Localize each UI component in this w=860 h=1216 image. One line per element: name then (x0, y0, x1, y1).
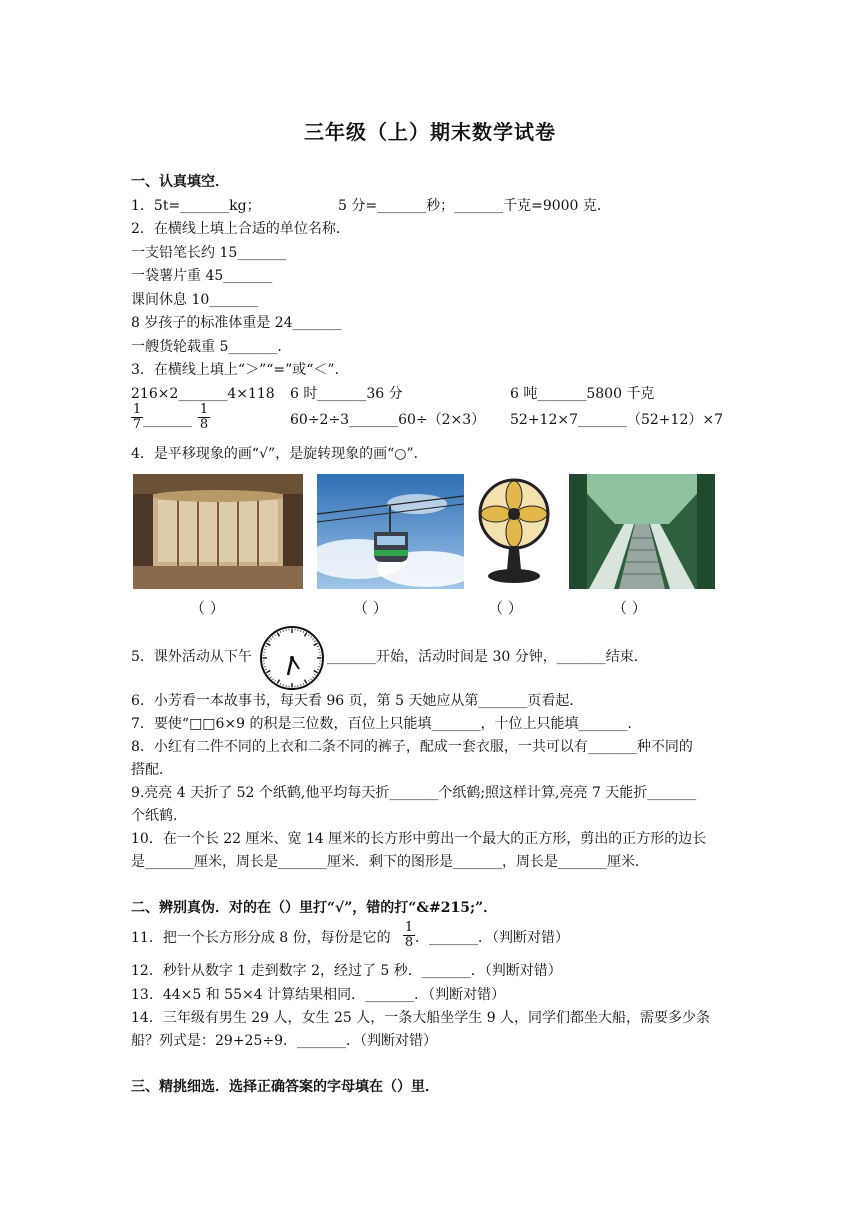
page-title: 三年级（上）期末数学试卷 (304, 120, 556, 144)
q2-line-1: 一支铅笔长约 15_______ (131, 245, 287, 261)
q11-part-a: 11．把一个长方形分成 8 份，每份是它的 (131, 930, 391, 946)
q2-line-4: 8 岁孩子的标准体重是 24_______ (131, 315, 342, 331)
q3-row2-item2: 52+12×7_______（52+12）×7 (510, 412, 723, 428)
revolving-door-photo (133, 474, 303, 589)
q3-fraction-a-numerator: 1 (132, 402, 142, 417)
q4-stem: 4．是平移现象的画“√”，是旋转现象的画“○”． (131, 446, 428, 462)
section1-heading: 一、认真填空． (131, 174, 229, 190)
q9-line-1: 9.亮亮 4 天折了 52 个纸鹤,他平均每天折_______个纸鹤;照这样计算,亮亮 7 天能折_______ (131, 785, 697, 801)
q11-part-b: ．_______．（判断对错） (415, 930, 569, 946)
q11-fraction (403, 921, 415, 950)
q12: 12．秒针从数字 1 走到数字 2，经过了 5 秒．_______．（判断对错） (131, 963, 562, 979)
q2-line-2: 一袋薯片重 45_______ (131, 268, 273, 284)
q8-line-2: 搭配． (131, 762, 173, 778)
q3-fraction-a-denominator: 7 (132, 417, 142, 432)
q3-fraction-a (131, 403, 143, 432)
q3-stem: 3．在横线上填上“＞”“=”或“＜”． (131, 362, 349, 378)
q3-row2-item1: 60÷2÷3_______60÷（2×3） (290, 412, 486, 428)
q4-answer-2[interactable]: （ ） (353, 599, 388, 617)
q3-row1-item3: 6 吨_______5800 千克 (510, 386, 655, 402)
q4-answer-4[interactable]: （ ） (612, 599, 647, 617)
q1-part-a: 1．5t=_______kg； (131, 198, 261, 214)
q10-line-2: 是_______厘米，周长是_______厘米．剩下的图形是_______，周长是_______厘米． (131, 854, 649, 870)
q14-line-1: 14．三年级有男生 29 人，女生 25 人，一条大船坐学生 9 人，同学们都坐大船，需要多少条 (131, 1010, 711, 1026)
q2-line-3: 课间休息 10_______ (131, 292, 259, 308)
q1-part-b: 5 分=_______秒；_______千克=9000 克． (338, 198, 611, 214)
q3-fraction-b-denominator: 8 (199, 417, 209, 432)
q2-stem: 2．在横线上填上合适的单位名称． (131, 221, 350, 237)
q3-fraction-blank: _______ (143, 412, 192, 428)
section3-heading: 三、精挑细选．选择正确答案的字母填在（）里． (131, 1079, 439, 1095)
q2-line-5: 一艘货轮载重 5_______． (131, 339, 292, 355)
q8-line-1: 8．小红有二件不同的上衣和二条不同的裤子，配成一套衣服，一共可以有_______种不同的 (131, 739, 693, 755)
q5-part-a: 5．课外活动从下午 (131, 649, 252, 665)
section2-heading: 二、辨别真伪．对的在（）里打“√”，错的打“&#215;”． (131, 900, 498, 916)
q11-fraction-denominator: 8 (404, 935, 414, 950)
clock-icon (259, 625, 325, 691)
q14-line-2: 船？列式是：29+25÷9．_______．（判断对错） (131, 1033, 437, 1049)
q11-fraction-numerator: 1 (404, 920, 414, 935)
q13: 13．44×5 和 55×4 计算结果相同．_______．（判断对错） (131, 987, 506, 1003)
q9-line-2: 个纸鹤. (131, 808, 178, 824)
q4-answer-3[interactable]: （ ） (488, 599, 523, 617)
q7: 7．要使“□□6×9 的积是三位数，百位上只能填_______，十位上只能填_______． (131, 716, 642, 732)
escalator-photo (569, 474, 715, 589)
q3-fraction-b-numerator: 1 (199, 402, 209, 417)
q4-answer-1[interactable]: （ ） (190, 599, 225, 617)
q3-row1-item2: 6 时_______36 分 (290, 386, 403, 402)
q3-fraction-b (198, 403, 210, 432)
electric-fan-picture (476, 474, 552, 589)
q6: 6．小芳看一本故事书，每天看 96 页，第 5 天她应从第_______页看起． (131, 693, 584, 709)
q3-row1-item1: 216×2_______4×118 (131, 386, 275, 402)
cable-car-photo (317, 474, 464, 589)
q10-line-1: 10．在一个长 22 厘米、宽 14 厘米的长方形中剪出一个最大的正方形，剪出的正方形的边长 (131, 831, 707, 847)
q5-part-b: _______开始，活动时间是 30 分钟，_______结束． (327, 649, 648, 665)
